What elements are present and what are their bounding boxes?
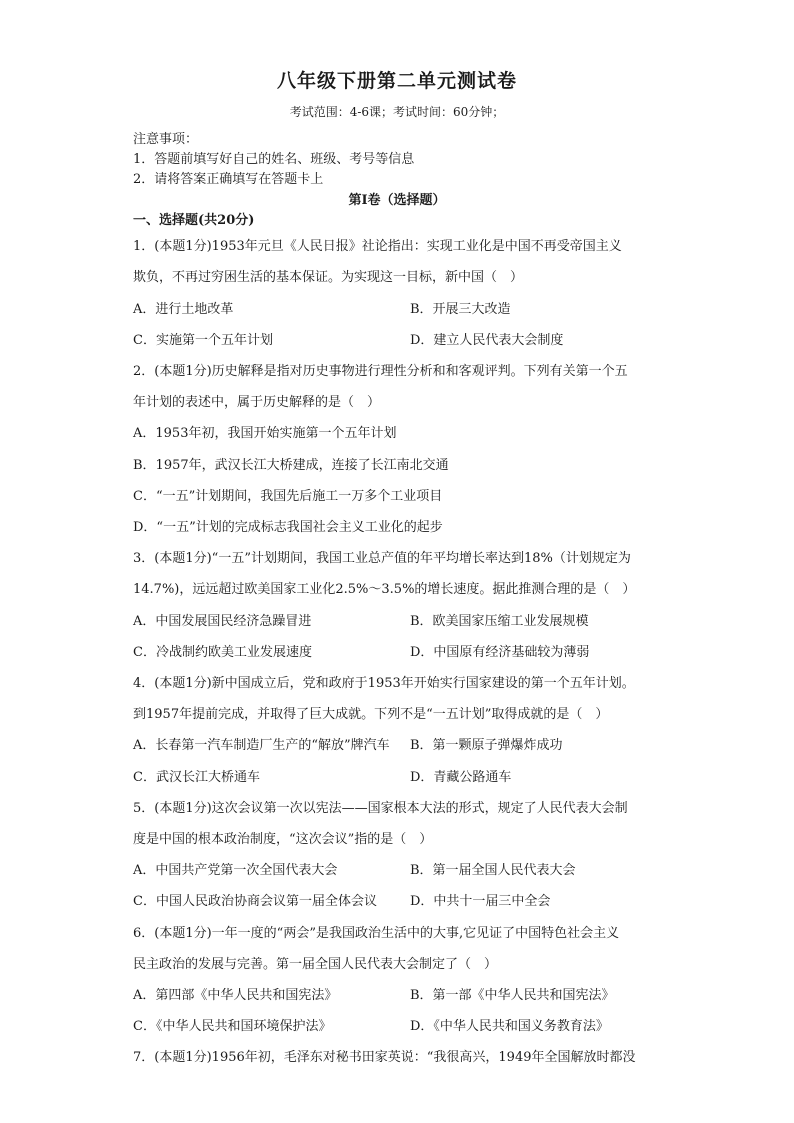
option-c[interactable]: C．《中华人民共和国环境保护法》 [133, 1019, 332, 1034]
question-line: 度是中国的根本政治制度，“这次会议”指的是（ ） [133, 832, 433, 847]
exam-info: 考试范围：4-6课；考试时间：60分钟； [289, 105, 505, 119]
part-heading: 一、选择题(共20分) [133, 213, 255, 228]
question-line: 民主政治的发展与完善。第一届全国人民代表大会制定了（ ） [133, 957, 498, 972]
option-a[interactable]: A．长春第一汽车制造厂生产的“解放”牌汽车 [133, 738, 390, 753]
option-a[interactable]: A．中国共产党第一次全国代表大会 [133, 863, 338, 878]
option-d[interactable]: D．中国原有经济基础较为薄弱 [410, 645, 590, 660]
question-line: 1．(本题1分)1953年元旦《人民日报》社论指出：实现工业化是中国不再受帝国主义 [133, 239, 622, 254]
option-b[interactable]: B．第一部《中华人民共和国宪法》 [410, 988, 615, 1003]
option-b[interactable]: B．开展三大改造 [410, 302, 511, 317]
option-c[interactable]: C．实施第一个五年计划 [133, 333, 273, 348]
option-c[interactable]: C．冷战制约欧美工业发展速度 [133, 645, 312, 660]
question-line: 2．(本题1分)历史解释是指对历史事物进行理性分析和和客观评判。下列有关第一个五 [133, 364, 628, 379]
option-d[interactable]: D．中共十一届三中全会 [410, 894, 551, 909]
option-b[interactable]: B．欧美国家压缩工业发展规模 [410, 614, 589, 629]
option-d[interactable]: D．《中华人民共和国义务教育法》 [410, 1019, 609, 1034]
option-d[interactable]: D．建立人民代表大会制度 [410, 333, 564, 348]
option-c[interactable]: C．武汉长江大桥通车 [133, 770, 260, 785]
page-title: 八年级下册第二单元测试卷 [276, 70, 517, 92]
question-line: 3．(本题1分)“一五”计划期间，我国工业总产值的年平均增长率达到18%（计划规定为 [133, 551, 631, 566]
option-c[interactable]: C．“一五”计划期间，我国先后施工一万多个工业项目 [133, 489, 443, 504]
option-d[interactable]: D．青藏公路通车 [410, 770, 512, 785]
notes-heading: 注意事项： [133, 132, 199, 147]
section-title: 第I卷（选择题） [348, 193, 446, 208]
option-d[interactable]: D．“一五”计划的完成标志我国社会主义工业化的起步 [133, 520, 443, 535]
option-a[interactable]: A．进行土地改革 [133, 302, 234, 317]
question-line: 7．(本题1分)1956年初，毛泽东对秘书田家英说：“我很高兴，1949年全国解放时都没 [133, 1050, 636, 1065]
option-a[interactable]: A．中国发展国民经济急躁冒进 [133, 614, 312, 629]
note-item: 2．请将答案正确填写在答题卡上 [133, 172, 324, 187]
option-b[interactable]: B．1957年，武汉长江大桥建成，连接了长江南北交通 [133, 458, 449, 473]
question-line: 14.7%)，远远超过欧美国家工业化2.5%～3.5%的增长速度。据此推测合理的是（ ） [133, 582, 636, 597]
option-b[interactable]: B．第一颗原子弹爆炸成功 [410, 738, 563, 753]
option-a[interactable]: A．1953年初，我国开始实施第一个五年计划 [133, 426, 397, 441]
question-line: 6．(本题1分)一年一度的“两会”是我国政治生活中的大事,它见证了中国特色社会主义 [133, 926, 620, 941]
question-line: 欺负，不再过穷困生活的基本保证。为实现这一目标，新中国（ ） [133, 270, 524, 285]
question-line: 4．(本题1分)新中国成立后，党和政府于1953年开始实行国家建设的第一个五年计划。 [133, 676, 635, 691]
note-item: 1．答题前填写好自己的姓名、班级、考号等信息 [133, 152, 415, 167]
option-a[interactable]: A．第四部《中华人民共和国宪法》 [133, 988, 338, 1003]
option-c[interactable]: C．中国人民政治协商会议第一届全体会议 [133, 894, 377, 909]
question-line: 到1957年提前完成，并取得了巨大成就。下列不是“一五计划”取得成就的是（ ） [133, 707, 609, 722]
question-line: 年计划的表述中，属于历史解释的是（ ） [133, 395, 381, 410]
option-b[interactable]: B．第一届全国人民代表大会 [410, 863, 576, 878]
question-line: 5．(本题1分)这次会议第一次以宪法——国家根本大法的形式，规定了人民代表大会制 [133, 801, 628, 816]
